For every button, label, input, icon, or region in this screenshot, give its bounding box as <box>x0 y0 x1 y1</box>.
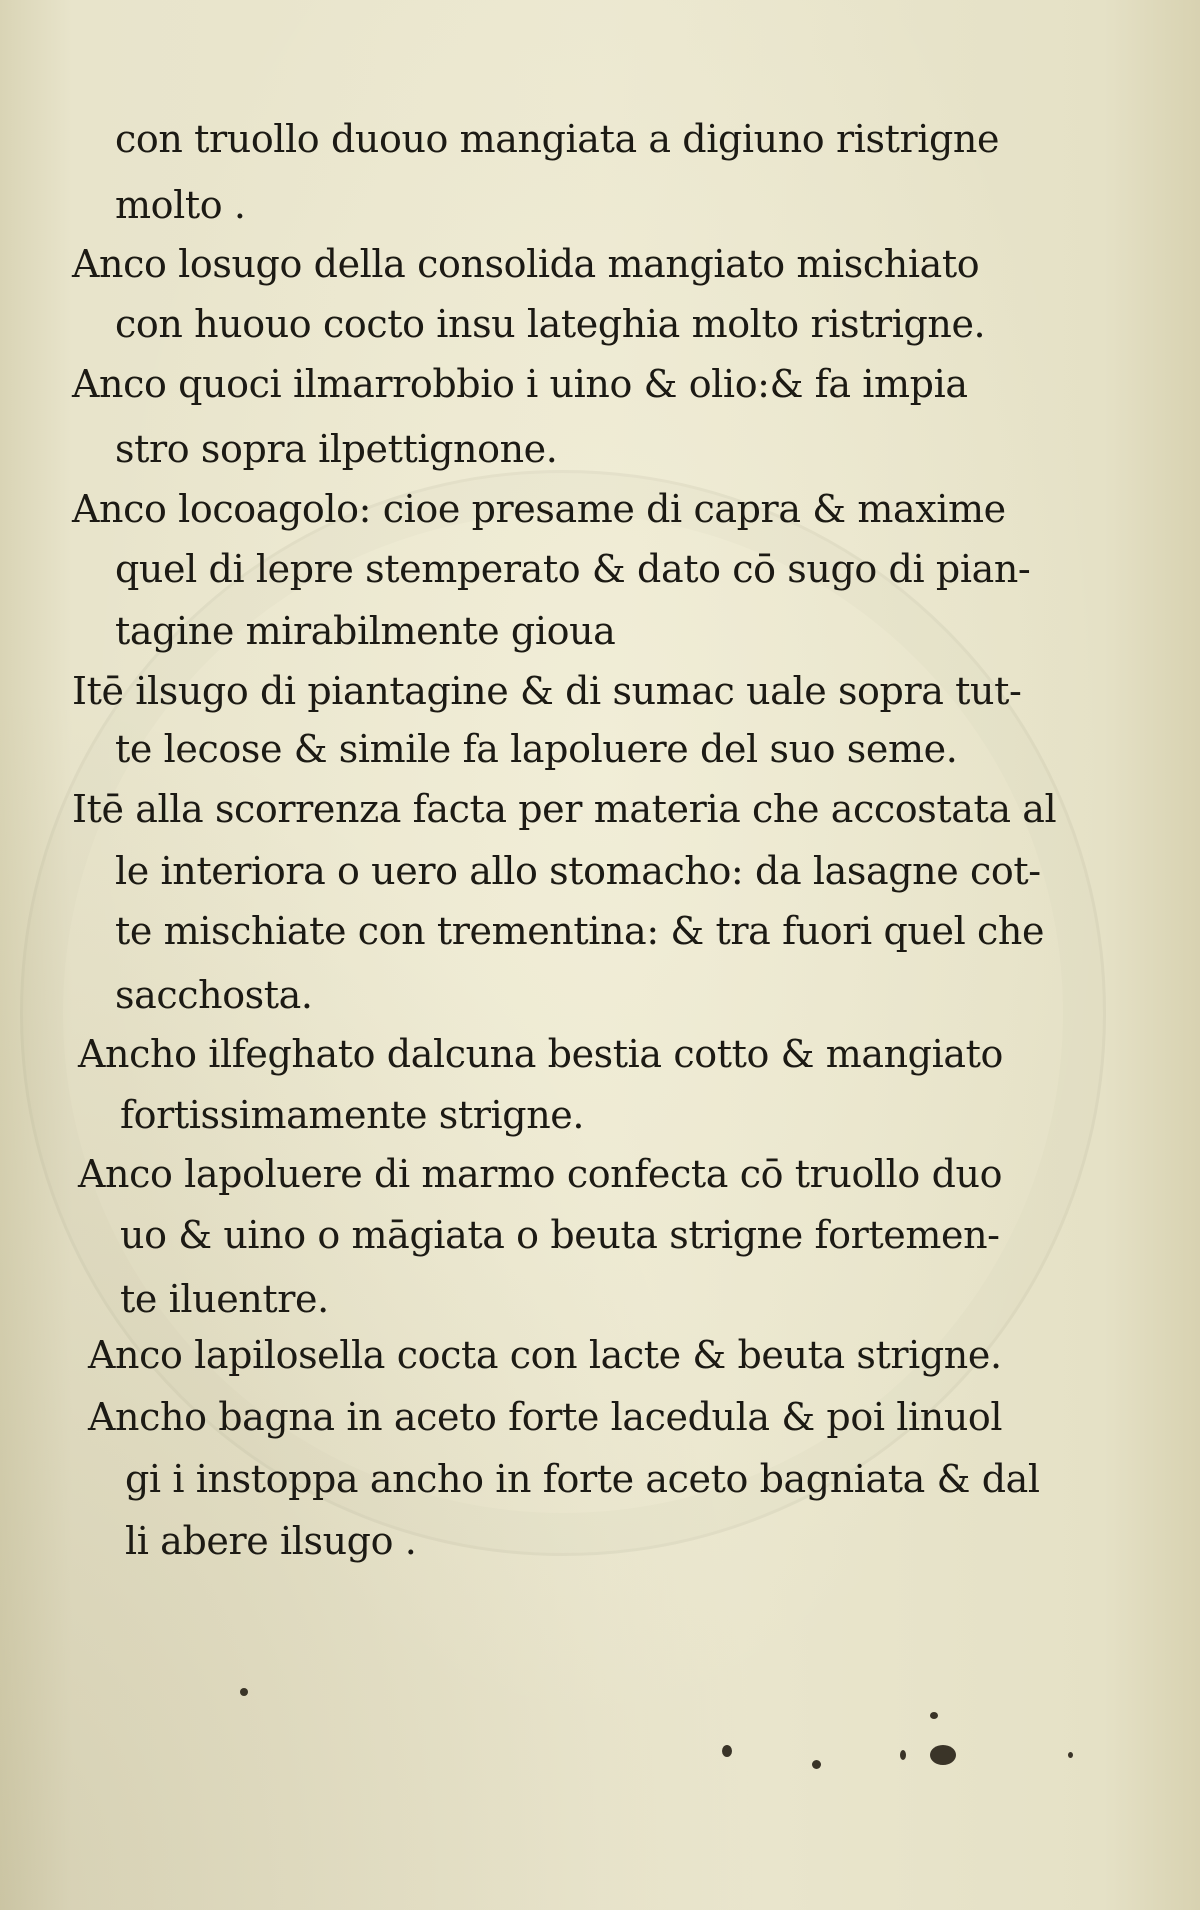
text-line-20: te iluentre. <box>120 1277 329 1321</box>
ink-speck <box>812 1760 821 1769</box>
text-line-21: Anco lapilosella cocta con lacte & beuta strigne. <box>88 1333 1002 1377</box>
text-line-2: molto . <box>115 183 246 227</box>
ink-speck <box>930 1712 938 1719</box>
text-line-17: fortissimamente strigne. <box>120 1093 585 1137</box>
text-line-9: tagine mirabilmente gioua <box>115 609 616 653</box>
text-line-19: uo & uino o māgiata o beuta strigne fortemen- <box>120 1213 1000 1257</box>
ink-speck <box>1068 1752 1073 1758</box>
text-line-18: Anco lapoluere di marmo confecta cō truollo duo <box>78 1152 1003 1196</box>
text-line-6: stro sopra ilpettignone. <box>115 427 558 471</box>
text-line-3: Anco losugo della consolida mangiato mischiato <box>72 242 980 286</box>
text-line-8: quel di lepre stemperato & dato cō sugo di pian- <box>115 547 1031 591</box>
text-line-11: te lecose & simile fa lapoluere del suo seme. <box>115 727 958 771</box>
text-line-7: Anco locoagolo: cioe presame di capra & maxime <box>72 487 1006 531</box>
text-line-10: Itē ilsugo di piantagine & di sumac uale sopra tut- <box>72 669 1022 713</box>
text-line-13: le interiora o uero allo stomacho: da lasagne cot- <box>115 849 1041 893</box>
text-line-15: sacchosta. <box>115 973 313 1017</box>
text-line-22: Ancho bagna in aceto forte lacedula & poi linuol <box>88 1395 1003 1439</box>
text-line-16: Ancho ilfeghato dalcuna bestia cotto & mangiato <box>78 1032 1003 1076</box>
ink-speck <box>930 1745 956 1765</box>
text-line-24: li abere ilsugo . <box>125 1519 417 1563</box>
text-line-1: con truollo duouo mangiata a digiuno ristrigne <box>115 117 1000 161</box>
text-line-14: te mischiate con trementina: & tra fuori quel che <box>115 909 1045 953</box>
ink-speck <box>240 1688 248 1696</box>
ink-speck <box>722 1745 732 1757</box>
ink-speck <box>900 1750 906 1760</box>
text-line-12: Itē alla scorrenza facta per materia che accostata al <box>72 787 1057 831</box>
text-line-5: Anco quoci ilmarrobbio i uino & olio:& fa impia <box>72 362 968 406</box>
text-line-23: gi i instoppa ancho in forte aceto bagniata & dal <box>125 1457 1040 1501</box>
text-line-4: con huouo cocto insu lateghia molto ristrigne. <box>115 302 986 346</box>
